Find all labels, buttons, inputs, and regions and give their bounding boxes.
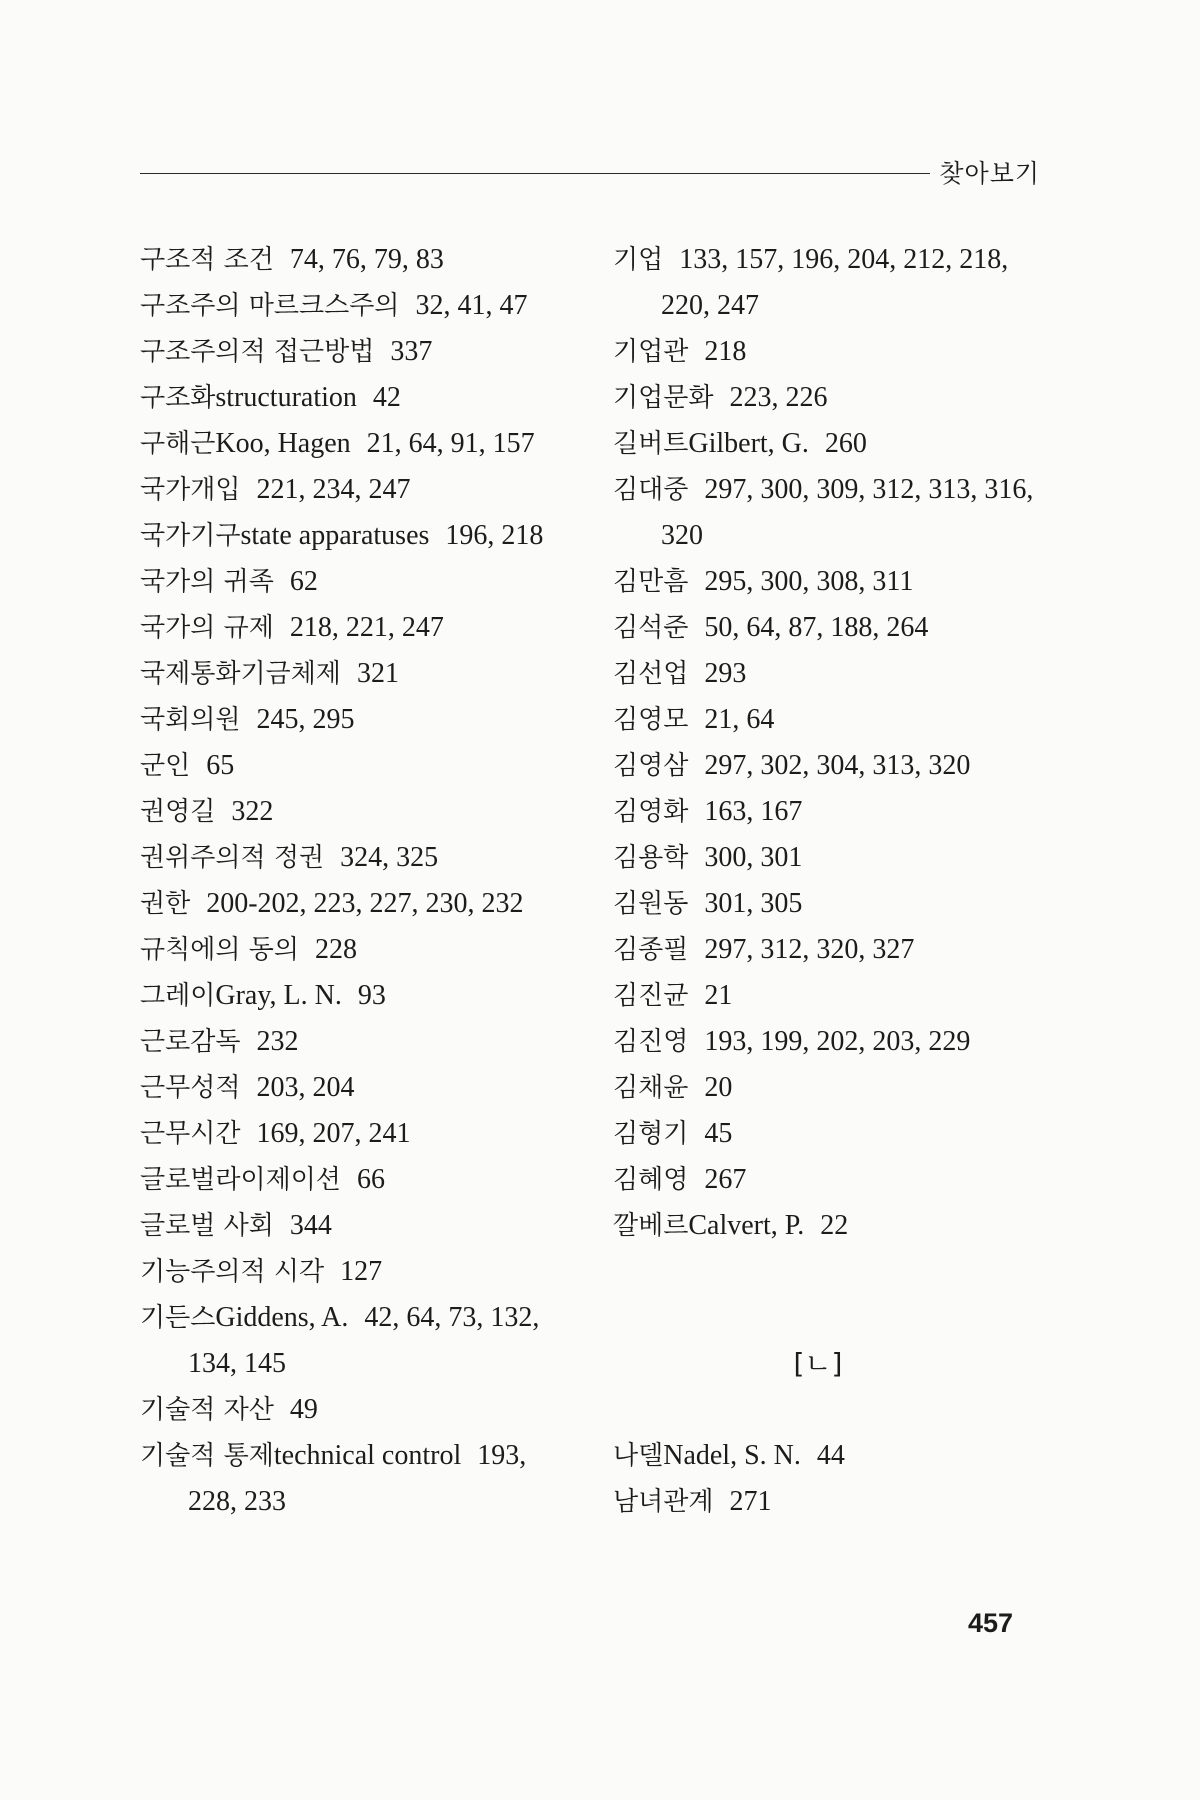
index-page-refs: 228 bbox=[314, 934, 357, 965]
index-entry bbox=[613, 559, 1043, 605]
index-page-refs: 21, 64 bbox=[704, 704, 775, 735]
index-page-refs: 267 bbox=[704, 1164, 747, 1195]
index-entry bbox=[140, 1065, 580, 1111]
index-entry-line bbox=[140, 1433, 580, 1479]
index-page-refs: 21, 64, 91, 157 bbox=[366, 428, 535, 459]
index-page-refs: 301, 305 bbox=[704, 888, 803, 919]
index-column-right bbox=[613, 237, 1043, 1525]
index-term-english: Koo, Hagen bbox=[215, 428, 351, 459]
index-entry-line bbox=[613, 1433, 1043, 1479]
index-term: 김채윤 bbox=[613, 1073, 689, 1103]
index-entry bbox=[140, 513, 580, 559]
index-entry-line bbox=[613, 605, 1043, 651]
index-entry-line bbox=[140, 513, 580, 559]
index-entry bbox=[140, 1019, 580, 1065]
index-term: 김종필 bbox=[613, 935, 689, 965]
index-page-refs: 163, 167 bbox=[704, 796, 803, 827]
index-page-refs: 221, 234, 247 bbox=[256, 474, 411, 505]
index-term-english: structuration bbox=[215, 382, 357, 413]
index-page-refs: 200-202, 223, 227, 230, 232 bbox=[206, 888, 524, 919]
index-term-english: technical control bbox=[273, 1440, 462, 1471]
index-entry bbox=[613, 1157, 1043, 1203]
index-entry bbox=[140, 1387, 580, 1433]
index-term: 국가의 규제 bbox=[140, 613, 274, 643]
index-page-refs: 22 bbox=[820, 1210, 849, 1241]
index-term-english: Gilbert, G. bbox=[688, 428, 809, 459]
index-entry bbox=[140, 421, 580, 467]
index-term: 국가개입 bbox=[140, 475, 241, 505]
index-term: 김영모 bbox=[613, 705, 689, 735]
index-term: 근무성적 bbox=[140, 1073, 241, 1103]
index-page-refs: 228, 233 bbox=[188, 1486, 286, 1517]
index-entry bbox=[613, 1203, 1043, 1249]
index-entry bbox=[613, 789, 1043, 835]
index-entry bbox=[140, 559, 580, 605]
index-entry bbox=[140, 1111, 580, 1157]
page-number: 457 bbox=[968, 1608, 1014, 1638]
index-entry bbox=[613, 651, 1043, 697]
index-entry bbox=[613, 881, 1043, 927]
index-entry-line bbox=[613, 743, 1043, 789]
index-entry bbox=[140, 237, 580, 283]
index-term: 기술적 통제 bbox=[140, 1441, 274, 1471]
index-term: 길버트 bbox=[613, 429, 689, 459]
index-page-refs: 127 bbox=[340, 1256, 383, 1287]
index-term: 국제통화기금체제 bbox=[140, 659, 341, 689]
index-entry-line bbox=[613, 329, 1043, 375]
index-page-refs: 21 bbox=[704, 980, 733, 1011]
index-term-english: Nadel, S. N. bbox=[663, 1440, 801, 1471]
index-entry-line bbox=[140, 973, 580, 1019]
index-term: 구조화 bbox=[140, 383, 216, 413]
index-term: 김대중 bbox=[613, 475, 689, 505]
index-entry bbox=[613, 1019, 1043, 1065]
index-entry-line bbox=[613, 651, 1043, 697]
index-term: 군인 bbox=[140, 751, 191, 781]
index-entry-continuation bbox=[140, 1479, 580, 1525]
index-term: 나델 bbox=[613, 1441, 664, 1471]
index-term: 권영길 bbox=[140, 797, 216, 827]
index-entry-line bbox=[613, 1479, 1043, 1525]
index-term: 구조주의 마르크스주의 bbox=[140, 291, 400, 321]
index-entry-line bbox=[613, 421, 1043, 467]
index-page-refs: 321 bbox=[356, 658, 399, 689]
index-term: 글로벌 사회 bbox=[140, 1211, 274, 1241]
index-entry bbox=[140, 927, 580, 973]
index-page-refs: 297, 302, 304, 313, 320 bbox=[704, 750, 971, 781]
index-term: 구해근 bbox=[140, 429, 216, 459]
index-column-left bbox=[140, 237, 580, 1525]
index-term: 권위주의적 정권 bbox=[140, 843, 325, 873]
index-page-refs: 169, 207, 241 bbox=[256, 1118, 411, 1149]
index-entry bbox=[140, 1249, 580, 1295]
index-page-refs: 220, 247 bbox=[661, 290, 759, 321]
index-term: 김혜영 bbox=[613, 1165, 689, 1195]
index-page-refs: 297, 312, 320, 327 bbox=[704, 934, 915, 965]
index-term: 김용학 bbox=[613, 843, 689, 873]
index-page-refs: 93 bbox=[357, 980, 386, 1011]
index-term: 근로감독 bbox=[140, 1027, 241, 1057]
index-entry bbox=[613, 375, 1043, 421]
index-term: 기술적 자산 bbox=[140, 1395, 274, 1425]
index-page-refs: 337 bbox=[390, 336, 433, 367]
index-entry bbox=[140, 835, 580, 881]
index-entry bbox=[140, 1295, 580, 1387]
index-term: 김만흠 bbox=[613, 567, 689, 597]
index-term: 기업 bbox=[613, 245, 664, 275]
index-entry bbox=[613, 1433, 1043, 1479]
index-page-refs: 45 bbox=[704, 1118, 733, 1149]
index-entry-continuation bbox=[613, 513, 1043, 559]
index-entry bbox=[613, 973, 1043, 1019]
index-page-refs: 196, 218 bbox=[445, 520, 544, 551]
index-term: 김영삼 bbox=[613, 751, 689, 781]
index-term: 김형기 bbox=[613, 1119, 689, 1149]
index-entry bbox=[140, 881, 580, 927]
index-term: 김선업 bbox=[613, 659, 689, 689]
index-page-refs: 322 bbox=[231, 796, 274, 827]
index-entry-line bbox=[140, 421, 580, 467]
index-page-refs: 203, 204 bbox=[256, 1072, 355, 1103]
index-entry-line bbox=[140, 283, 580, 329]
index-entry-line bbox=[140, 651, 580, 697]
index-page-refs: 49 bbox=[289, 1394, 318, 1425]
index-page-refs: 320 bbox=[661, 520, 703, 551]
index-entry-line bbox=[613, 1065, 1043, 1111]
index-entry bbox=[613, 605, 1043, 651]
index-entry-line bbox=[140, 1065, 580, 1111]
index-term: 김진균 bbox=[613, 981, 689, 1011]
index-entry-line bbox=[140, 375, 580, 421]
index-entry-line bbox=[613, 835, 1043, 881]
index-entry bbox=[613, 835, 1043, 881]
section-spacer bbox=[613, 1295, 1043, 1341]
running-header bbox=[140, 150, 1040, 194]
index-entry bbox=[613, 237, 1043, 329]
index-entry-line bbox=[613, 789, 1043, 835]
index-entry bbox=[140, 789, 580, 835]
index-page-refs: 74, 76, 79, 83 bbox=[289, 244, 444, 275]
index-entry-line bbox=[140, 1019, 580, 1065]
index-term: 기업관 bbox=[613, 337, 689, 367]
index-entry bbox=[140, 605, 580, 651]
index-term: 구조적 조건 bbox=[140, 245, 274, 275]
index-entries-nieun bbox=[613, 1433, 1043, 1525]
index-entry-line bbox=[613, 559, 1043, 605]
index-term: 남녀관계 bbox=[613, 1487, 714, 1517]
index-entry-line bbox=[140, 237, 580, 283]
index-entry bbox=[140, 1203, 580, 1249]
index-term: 깔베르 bbox=[613, 1211, 689, 1241]
index-entry-continuation bbox=[613, 283, 1043, 329]
section-spacer bbox=[613, 1249, 1043, 1295]
index-page-refs: 300, 301 bbox=[704, 842, 803, 873]
index-entry bbox=[613, 1479, 1043, 1525]
index-page-refs: 44 bbox=[816, 1440, 845, 1471]
index-term: 규칙에의 동의 bbox=[140, 935, 299, 965]
header-rule bbox=[140, 173, 930, 174]
index-page-refs: 66 bbox=[356, 1164, 385, 1195]
index-page-refs: 193, bbox=[477, 1440, 527, 1471]
index-term: 김진영 bbox=[613, 1027, 689, 1057]
index-entry-line bbox=[140, 559, 580, 605]
index-page-refs: 42 bbox=[372, 382, 401, 413]
index-term-english: state apparatuses bbox=[240, 520, 430, 551]
index-page-refs: 65 bbox=[206, 750, 235, 781]
index-entry-line bbox=[140, 467, 580, 513]
index-term: 기든스 bbox=[140, 1303, 216, 1333]
index-entry bbox=[613, 1065, 1043, 1111]
index-page-refs: 218, 221, 247 bbox=[289, 612, 444, 643]
index-entry bbox=[140, 467, 580, 513]
index-term: 기능주의적 시각 bbox=[140, 1257, 325, 1287]
index-page-refs: 20 bbox=[704, 1072, 733, 1103]
index-entry bbox=[140, 743, 580, 789]
index-entry-line bbox=[140, 605, 580, 651]
index-entry-line bbox=[613, 697, 1043, 743]
section-heading-nieun: [ㄴ] bbox=[793, 1347, 843, 1380]
index-entry bbox=[613, 467, 1043, 559]
section-spacer bbox=[613, 1387, 1043, 1433]
index-term: 김영화 bbox=[613, 797, 689, 827]
index-page-refs: 260 bbox=[824, 428, 867, 459]
index-entry-line bbox=[613, 973, 1043, 1019]
index-page-refs: 271 bbox=[729, 1486, 772, 1517]
index-entry-line bbox=[140, 1295, 580, 1341]
index-entry bbox=[613, 1111, 1043, 1157]
index-page-refs: 245, 295 bbox=[256, 704, 355, 735]
index-term: 권한 bbox=[140, 889, 191, 919]
index-entry bbox=[613, 329, 1043, 375]
index-entries-giyeok bbox=[613, 237, 1043, 1249]
index-entry-line bbox=[613, 881, 1043, 927]
index-page-refs: 32, 41, 47 bbox=[415, 290, 528, 321]
index-page-refs: 324, 325 bbox=[340, 842, 439, 873]
index-term: 기업문화 bbox=[613, 383, 714, 413]
index-term: 김원동 bbox=[613, 889, 689, 919]
index-page-refs: 193, 199, 202, 203, 229 bbox=[704, 1026, 971, 1057]
header-title: 찾아보기 bbox=[939, 159, 1040, 188]
index-entry-line bbox=[613, 927, 1043, 973]
index-entry bbox=[140, 651, 580, 697]
index-entry-line bbox=[613, 1111, 1043, 1157]
index-entry-continuation bbox=[140, 1341, 580, 1387]
index-page-refs: 344 bbox=[289, 1210, 332, 1241]
index-entry-line bbox=[140, 743, 580, 789]
index-entry-line bbox=[613, 1157, 1043, 1203]
index-entry bbox=[140, 375, 580, 421]
index-entry-line bbox=[140, 1203, 580, 1249]
index-entry bbox=[613, 697, 1043, 743]
index-term: 구조주의적 접근방법 bbox=[140, 337, 375, 367]
index-entry-line bbox=[613, 1019, 1043, 1065]
index-entry-line bbox=[140, 1111, 580, 1157]
index-page-refs: 297, 300, 309, 312, 313, 316, bbox=[704, 474, 1034, 505]
index-page-refs: 223, 226 bbox=[729, 382, 828, 413]
index-page-refs: 134, 145 bbox=[188, 1348, 286, 1379]
index-entry-line bbox=[140, 1157, 580, 1203]
index-entry bbox=[140, 697, 580, 743]
index-term: 근무시간 bbox=[140, 1119, 241, 1149]
index-page-refs: 218 bbox=[704, 336, 747, 367]
index-page-refs: 293 bbox=[704, 658, 747, 689]
index-entry-line bbox=[140, 329, 580, 375]
index-term-english: Calvert, P. bbox=[688, 1210, 805, 1241]
index-term: 국가기구 bbox=[140, 521, 241, 551]
index-term: 국가의 귀족 bbox=[140, 567, 274, 597]
index-page-refs: 50, 64, 87, 188, 264 bbox=[704, 612, 929, 643]
index-entry bbox=[140, 1157, 580, 1203]
index-term: 국회의원 bbox=[140, 705, 241, 735]
index-entry-line bbox=[140, 1387, 580, 1433]
index-page-refs: 295, 300, 308, 311 bbox=[704, 566, 914, 597]
index-entry-line bbox=[140, 697, 580, 743]
index-term: 글로벌라이제이션 bbox=[140, 1165, 341, 1195]
index-page-refs: 232 bbox=[256, 1026, 299, 1057]
index-entry-line bbox=[613, 237, 1043, 283]
index-term: 김석준 bbox=[613, 613, 689, 643]
index-entry-line bbox=[613, 375, 1043, 421]
index-page-refs: 42, 64, 73, 132, bbox=[364, 1302, 540, 1333]
index-entry bbox=[140, 973, 580, 1019]
index-entry bbox=[140, 1433, 580, 1525]
index-entry-line bbox=[613, 467, 1043, 513]
index-term: 그레이 bbox=[140, 981, 216, 1011]
index-entry bbox=[140, 329, 580, 375]
index-entry-line bbox=[140, 789, 580, 835]
index-term-english: Gray, L. N. bbox=[215, 980, 342, 1011]
index-term-english: Giddens, A. bbox=[215, 1302, 349, 1333]
index-entry bbox=[613, 421, 1043, 467]
index-entry-line bbox=[140, 1249, 580, 1295]
index-page-refs: 62 bbox=[289, 566, 318, 597]
index-entry-line bbox=[613, 1203, 1043, 1249]
index-entry-line bbox=[140, 835, 580, 881]
index-entry bbox=[140, 283, 580, 329]
index-entry bbox=[613, 927, 1043, 973]
index-entry-line bbox=[140, 881, 580, 927]
index-entry bbox=[613, 743, 1043, 789]
index-page-refs: 133, 157, 196, 204, 212, 218, bbox=[679, 244, 1009, 275]
index-entry-line bbox=[140, 927, 580, 973]
